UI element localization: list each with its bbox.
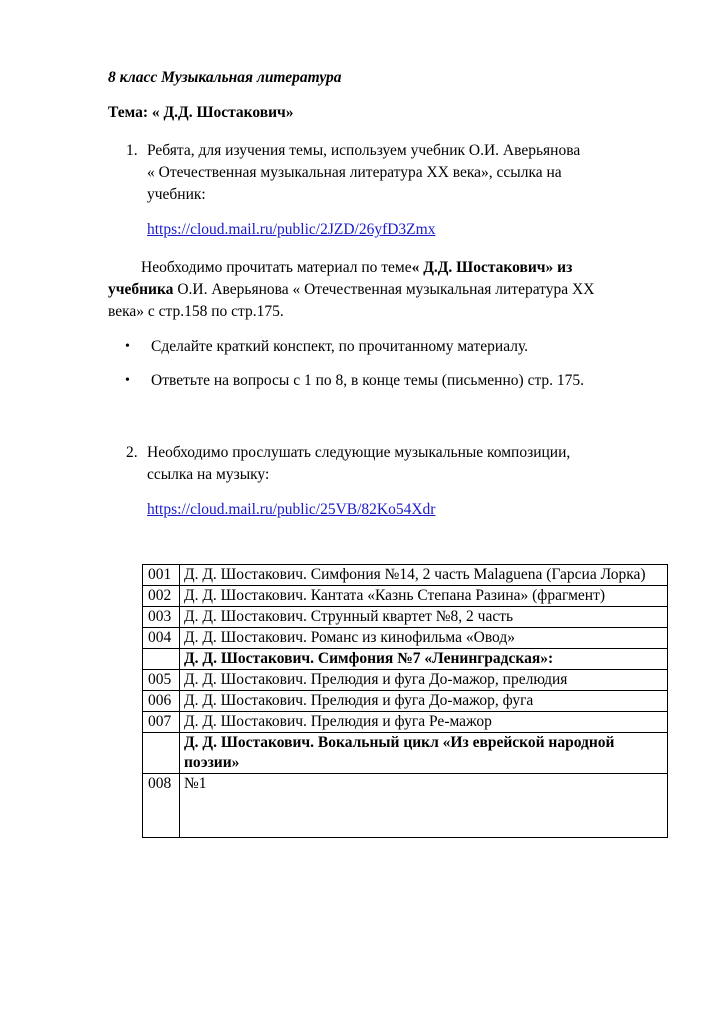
reading-instruction-line-3: века» с стр.158 по стр.175. xyxy=(108,303,284,320)
reading-instruction-text: Необходимо прочитать материал по теме xyxy=(141,259,412,276)
track-row xyxy=(143,733,668,774)
topic-title: Тема: « Д.Д. Шостакович» xyxy=(108,104,294,121)
track-row xyxy=(143,774,668,838)
class-title: 8 класс Музыкальная литература xyxy=(108,69,342,86)
bullet-icon: • xyxy=(125,373,130,388)
music-link[interactable]: https://cloud.mail.ru/public/25VB/82Ko54Xdr xyxy=(147,501,436,518)
task-1-line-3: учебник: xyxy=(147,186,206,203)
track-row xyxy=(143,691,668,712)
reading-instruction-line-1 xyxy=(141,258,572,278)
track-section-heading: Д. Д. Шостакович. Симфония №7 «Ленинградская»: xyxy=(180,649,668,670)
task-2-number: 2. xyxy=(126,444,138,461)
bullet-item-2: Ответьте на вопросы с 1 по 8, в конце темы (письменно) стр. 175. xyxy=(151,372,585,389)
track-title: Д. Д. Шостакович. Прелюдия и фуга Ре-мажор xyxy=(180,712,668,733)
task-1-number: 1. xyxy=(126,142,138,159)
track-title: №1 xyxy=(180,774,668,838)
bullet-item-1: Сделайте краткий конспект, по прочитанному материалу. xyxy=(151,338,529,355)
reading-topic-bold: « Д.Д. Шостакович» из xyxy=(411,259,573,276)
track-number xyxy=(143,649,180,670)
bullet-icon: • xyxy=(125,339,130,354)
track-title: Д. Д. Шостакович. Прелюдия и фуга До-мажор, прелюдия xyxy=(180,670,668,691)
track-title: Д. Д. Шостакович. Кантата «Казнь Степана Разина» (фрагмент) xyxy=(180,586,668,607)
textbook-link[interactable]: https://cloud.mail.ru/public/2JZD/26yfD3Zmx xyxy=(147,221,436,238)
track-section-heading: Д. Д. Шостакович. Вокальный цикл «Из еврейской народной поэзии» xyxy=(180,733,668,774)
track-row xyxy=(143,712,668,733)
track-row xyxy=(143,607,668,628)
tracks-table xyxy=(142,564,668,838)
track-title: Д. Д. Шостакович. Прелюдия и фуга До-мажор, фуга xyxy=(180,691,668,712)
track-number: 008 xyxy=(143,774,180,838)
track-number: 007 xyxy=(143,712,180,733)
track-number: 005 xyxy=(143,670,180,691)
track-row xyxy=(143,628,668,649)
track-title: Д. Д. Шостакович. Романс из кинофильма «Овод» xyxy=(180,628,668,649)
track-row xyxy=(143,670,668,691)
track-title: Д. Д. Шостакович. Струнный квартет №8, 2 часть xyxy=(180,607,668,628)
track-number: 006 xyxy=(143,691,180,712)
task-2-line-1: Необходимо прослушать следующие музыкальные композиции, xyxy=(147,444,571,461)
track-row xyxy=(143,565,668,586)
textbook-reference: О.И. Аверьянова « Отечественная музыкальная литература XX xyxy=(173,281,595,298)
track-row xyxy=(143,649,668,670)
textbook-word-bold: учебника xyxy=(108,281,174,298)
task-2-line-2: ссылка на музыку: xyxy=(147,466,270,483)
track-title: Д. Д. Шостакович. Симфония №14, 2 часть Malaguena (Гарсиа Лорка) xyxy=(180,565,668,586)
task-1-line-1: Ребята, для изучения темы, используем учебник О.И. Аверьянова xyxy=(147,142,581,159)
task-1-line-2: « Отечественная музыкальная литература XX века», ссылка на xyxy=(147,164,562,181)
track-number: 003 xyxy=(143,607,180,628)
track-number xyxy=(143,733,180,774)
track-number: 002 xyxy=(143,586,180,607)
track-row xyxy=(143,586,668,607)
track-number: 001 xyxy=(143,565,180,586)
track-number: 004 xyxy=(143,628,180,649)
reading-instruction-line-2 xyxy=(108,280,594,300)
